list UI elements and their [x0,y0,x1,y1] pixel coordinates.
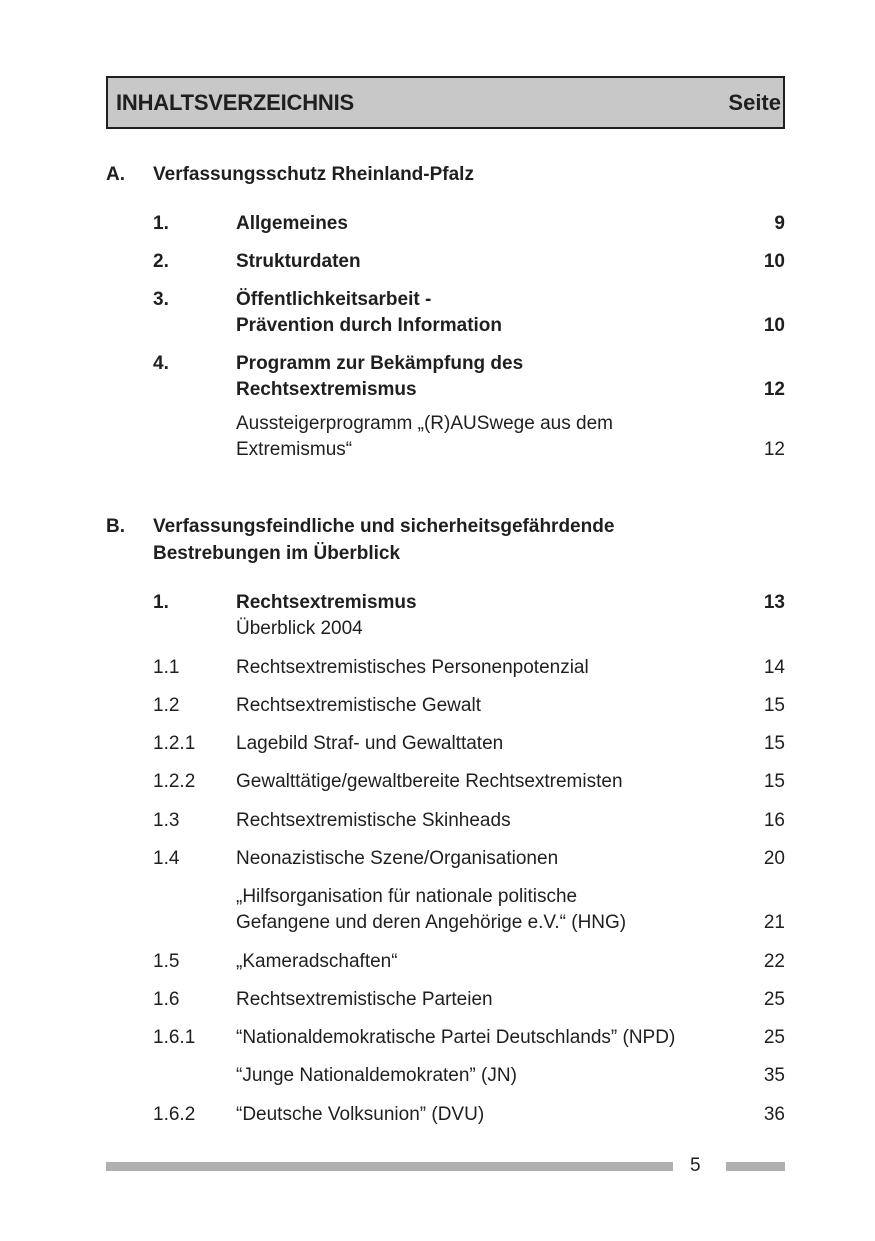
page-number: 5 [690,1155,701,1176]
entry-page: 25 [763,1027,785,1048]
entry-page: 20 [763,848,785,869]
entry-number: 1.5 [153,951,180,972]
section-title: Verfassungsfeindliche und sicherheitsgefährdende Bestrebungen im Überblick [153,516,615,564]
entry-title: Rechtsextremistische Parteien [236,989,493,1010]
entry-page: 21 [763,912,785,933]
toc-entry[interactable] [153,1063,785,1089]
entry-page: 15 [763,695,785,716]
entry-title: Strukturdaten [236,251,361,272]
entry-page: 10 [763,315,785,336]
toc-entry[interactable] [153,693,785,719]
entry-number: 1.6.1 [153,1027,196,1048]
entry-number: 1.2.1 [153,733,196,754]
section-letter: A. [106,164,125,185]
entry-page: 36 [763,1104,785,1125]
entry-page: 10 [763,251,785,272]
toc-entry[interactable] [153,351,785,403]
entry-page: 12 [763,379,785,400]
entry-number: 3. [153,289,169,310]
toc-entry[interactable] [153,769,785,795]
entry-number: 1.4 [153,848,180,869]
entry-title: Öffentlichkeitsarbeit - Prävention durch Information [236,289,503,336]
entry-page: 14 [763,657,785,678]
entry-page: 12 [763,439,785,460]
entry-number: 4. [153,353,169,374]
entry-title: Rechtsextremistische Gewalt [236,695,481,716]
entry-page: 13 [763,592,785,613]
section-b-heading [106,513,785,567]
toc-entry[interactable] [153,249,785,275]
toc-entry[interactable] [153,287,785,339]
entry-title: Lagebild Straf- und Gewalttaten [236,733,504,754]
toc-entry[interactable] [153,411,785,463]
entry-number: 1.6.2 [153,1104,196,1125]
toc-entry[interactable] [153,987,785,1013]
section-title: Verfassungsschutz Rheinland-Pfalz [153,164,474,185]
entry-title: “Nationaldemokratische Partei Deutschlands” (NPD) [236,1027,676,1048]
entry-page: 15 [763,771,785,792]
entry-page: 16 [763,810,785,831]
entry-title: Rechtsextremistische Skinheads [236,810,511,831]
page-column-label: Seite [728,90,781,115]
entry-page: 15 [763,733,785,754]
section-letter: B. [106,516,125,537]
entry-number: 1. [153,592,169,613]
toc-entry[interactable] [153,1102,785,1128]
toc-entry[interactable] [153,211,785,237]
entry-title: Programm zur Bekämpfung des Rechtsextremismus [236,353,524,400]
entry-title: „Kameradschaften“ [236,951,398,972]
toc-title: INHALTSVERZEICHNIS [116,90,355,115]
entry-title: Rechtsextremismus Überblick 2004 [236,592,417,639]
entry-title: Neonazistische Szene/Organisationen [236,848,559,869]
entry-title: Gewalttätige/gewaltbereite Rechtsextremisten [236,771,623,792]
entry-title: Allgemeines [236,213,348,234]
toc-entry[interactable] [153,884,785,936]
entry-page: 35 [763,1065,785,1086]
entry-number: 1.2 [153,695,180,716]
section-a-heading [106,161,785,188]
entry-number: 1.3 [153,810,180,831]
entry-title: „Hilfsorganisation für nationale politische Gefangene und deren Angehörige e.V.“ (HNG) [236,886,627,933]
footer-rule-left [106,1162,673,1171]
toc-entry[interactable] [153,590,785,642]
toc-entry[interactable] [153,655,785,681]
toc-entry[interactable] [153,949,785,975]
entry-number: 1.1 [153,657,180,678]
toc-entry[interactable] [153,846,785,872]
entry-title: Aussteigerprogramm „(R)AUSwege aus dem Extremismus“ [236,413,613,460]
entry-number: 1.2.2 [153,771,196,792]
entry-number: 1.6 [153,989,180,1010]
entry-page: 22 [763,951,785,972]
toc-entry[interactable] [153,1025,785,1051]
toc-header [106,76,785,129]
toc-entry[interactable] [153,808,785,834]
entry-number: 2. [153,251,169,272]
entry-number: 1. [153,213,169,234]
footer-rule-right [726,1162,785,1171]
entry-page: 25 [763,989,785,1010]
entry-page: 9 [774,213,785,234]
toc-entry[interactable] [153,731,785,757]
entry-title: “Junge Nationaldemokraten” (JN) [236,1065,517,1086]
entry-title: Rechtsextremistisches Personenpotenzial [236,657,589,678]
entry-title: “Deutsche Volksunion” (DVU) [236,1104,485,1125]
